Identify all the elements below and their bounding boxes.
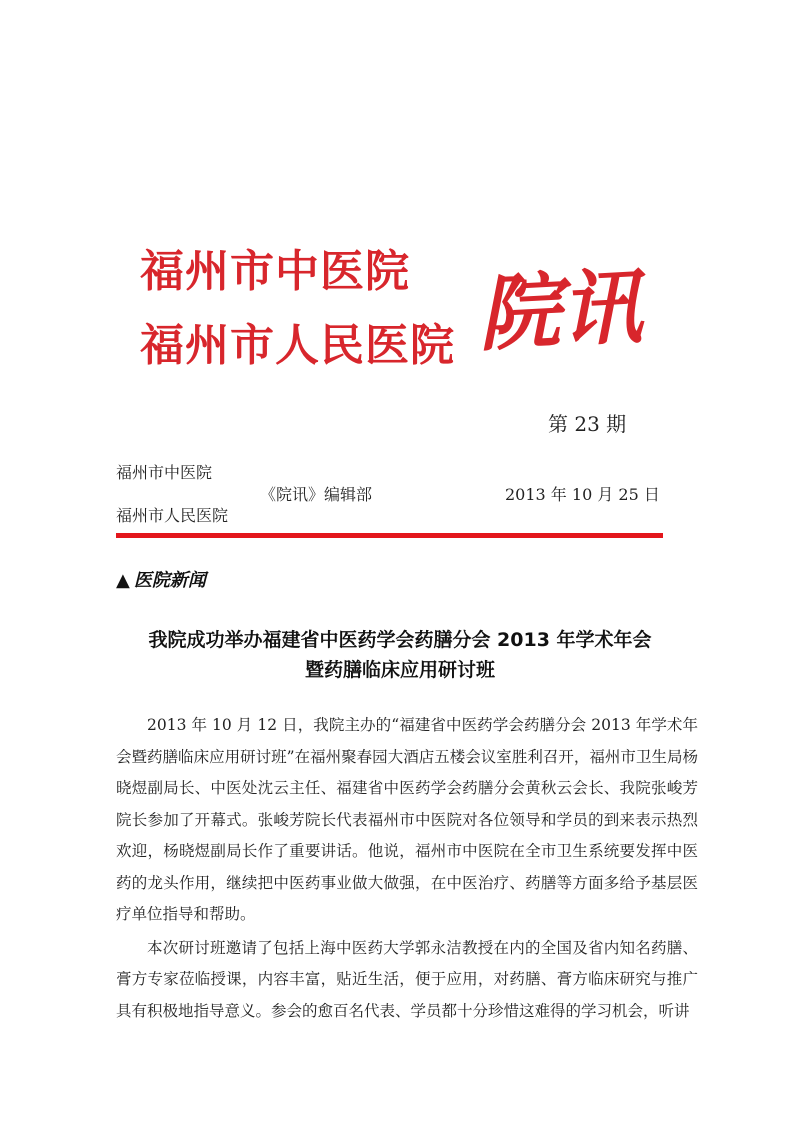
article-paragraph-1: 2013 年 10 月 12 日，我院主办的“福建省中医药学会药膳分会 2013 年学术年会暨药膳临床应用研讨班”在福州聚春园大酒店五楼会议室胜利召开，福州市卫生局杨晓煜副局长、中医处沈云主任、福建省中医药学会药膳分会黄秋云会长、我院张峻芳院长参加了开幕式。张峻芳院长代表福州市中医院对各位领导和学员的到来表示热烈欢迎，杨晓煜副局长作了重要讲话。他说，福州市中医院在全市卫生系统要发挥中医药的龙头作用，继续把中医药事业做大做强，在中医治疗、药膳等方面多给予基层医疗单位指导和帮助。 (116, 716, 698, 923)
section-heading (116, 566, 206, 592)
article-body (116, 710, 698, 1029)
publish-date: 2013 年 10 月 25 日 (505, 485, 660, 504)
article-paragraph-2: 本次研讨班邀请了包括上海中医药大学郭永洁教授在内的全国及省内知名药膳、膏方专家莅临授课，内容丰富，贴近生活，便于应用，对药膳、膏方临床研究与推广具有积极地指导意义。参会的愈百名代表、学员都十分珍惜这难得的学习机会，听讲 (116, 938, 698, 1020)
section-label: 医院新闻 (133, 570, 206, 591)
article-title-line2: 暨药膳临床应用研讨班 (304, 659, 495, 681)
masthead-hospital-line1: 福州市中医院 (140, 246, 410, 297)
issue-number: 第 23 期 (548, 412, 627, 436)
org-line1: 福州市中医院 (116, 463, 213, 482)
article-title-line1: 我院成功举办福建省中医药学会药膳分会 2013 年学术年会 (148, 629, 652, 651)
header-divider (116, 533, 663, 538)
masthead-hospital-line2: 福州市人民医院 (140, 320, 455, 371)
editorial-dept: 《院讯》编辑部 (260, 485, 373, 504)
triangle-up-icon: ▲ (116, 570, 130, 591)
masthead-brand-logo: 院讯 (475, 258, 645, 364)
org-line2: 福州市人民医院 (116, 506, 229, 525)
